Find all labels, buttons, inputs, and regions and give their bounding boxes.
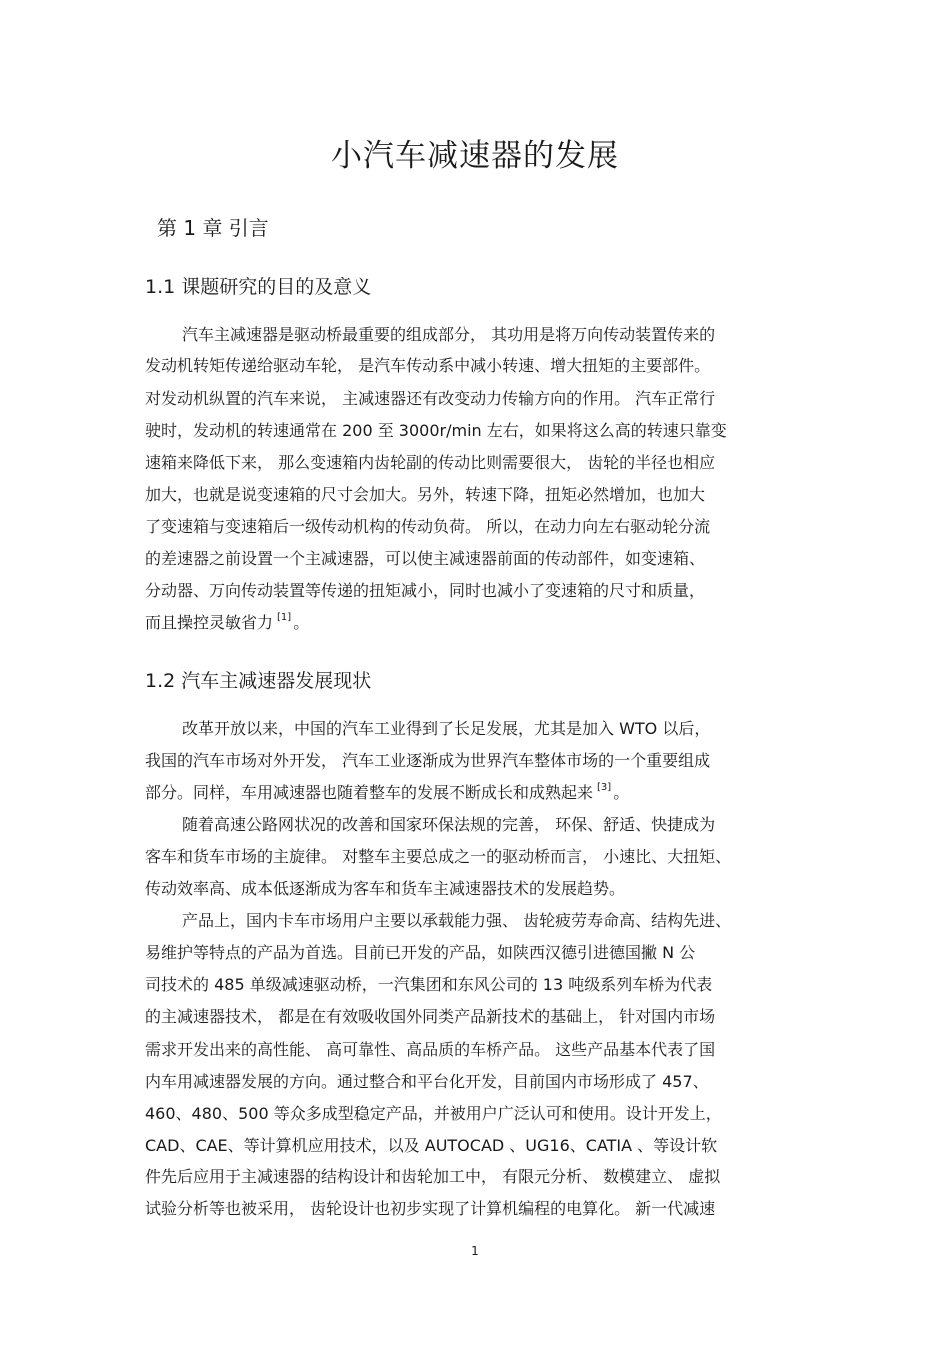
- paragraph-end: 。: [613, 783, 630, 802]
- paragraph-line: [145, 782, 629, 807]
- paragraph-line: [145, 612, 309, 637]
- paragraph-line: 速箱来降低下来， 那么变速箱内齿轮副的传动比则需要很大， 齿轮的半径也相应: [145, 453, 716, 472]
- paragraph-line: 驶时，发动机的转速通常在 200 至 3000r/min 左右，如果将这么高的转速只靠变: [145, 421, 727, 440]
- paragraph-line: 需求开发出来的高性能、 高可靠性、高品质的车桥产品。 这些产品基本代表了国: [145, 1040, 716, 1059]
- citation-ref[interactable]: [3]: [597, 782, 612, 793]
- paragraph-line: 随着高速公路网状况的改善和国家环保法规的完善， 环保、舒适、快捷成为: [182, 815, 716, 834]
- document-title: 小汽车减速器的发展: [331, 138, 619, 174]
- section-heading-1-2: 1.2 汽车主减速器发展现状: [145, 670, 372, 692]
- paragraph-end: 。: [293, 613, 310, 632]
- paragraph-line: 汽车主减速器是驱动桥最重要的组成部分， 其功用是将万向传动装置传来的: [182, 325, 716, 344]
- paragraph-line: 司技术的 485 单级减速驱动桥，一汽集团和东风公司的 13 吨级系列车桥为代表: [145, 975, 713, 994]
- paragraph-line: 改革开放以来，中国的汽车工业得到了长足发展，尤其是加入 WTO 以后，: [182, 719, 711, 738]
- paragraph-line: 传动效率高、成本低逐渐成为客车和货车主减速器技术的发展趋势。: [145, 879, 626, 898]
- paragraph-line: 件先后应用于主减速器的结构设计和齿轮加工中， 有限元分析、 数模建立、 虚拟: [145, 1167, 721, 1186]
- paragraph-line: CAD、CAE、等计算机应用技术，以及 AUTOCAD 、UG16、CATIA 、等设计软: [145, 1136, 718, 1155]
- paragraph-line: 了变速箱与变速箱后一级传动机构的传动负荷。 所以，在动力向左右驱动轮分流: [145, 517, 711, 536]
- section-heading-1-1: 1.1 课题研究的目的及意义: [145, 276, 372, 298]
- paragraph-line: 对发动机纵置的汽车来说， 主减速器还有改变动力传输方向的作用。 汽车正常行: [145, 389, 716, 408]
- paragraph-line: 客车和货车市场的主旋律。 对整车主要总成之一的驱动桥而言， 小速比、大扭矩、: [145, 847, 732, 866]
- page-number: 1: [471, 1244, 479, 1258]
- chapter-heading: 第 1 章 引言: [157, 216, 269, 240]
- paragraph-line: 内车用减速器发展的方向。通过整合和平台化开发，目前国内市场形成了 457、: [145, 1072, 709, 1091]
- paragraph-line: 加大，也就是说变速箱的尺寸会加大。另外，转速下降，扭矩必然增加，也加大: [145, 485, 706, 504]
- citation-ref[interactable]: [1]: [277, 612, 292, 623]
- paragraph-text: 部分。同样，车用减速器也随着整车的发展不断成长和成熟起来: [145, 783, 594, 802]
- paragraph-line: 分动器、万向传动装置等传递的扭矩减小，同时也减小了变速箱的尺寸和质量，: [145, 581, 706, 600]
- paragraph-line: 易维护等特点的产品为首选。目前已开发的产品，如陕西汉德引进德国撇 N 公: [145, 943, 696, 962]
- paragraph-line: 460、480、500 等众多成型稳定产品，并被用户广泛认可和使用。设计开发上，: [145, 1104, 722, 1123]
- paragraph-line: 试验分析等也被采用， 齿轮设计也初步实现了计算机编程的电算化。 新一代减速: [145, 1199, 716, 1218]
- paragraph-line: 产品上，国内卡车市场用户主要以承载能力强、 齿轮疲劳寿命高、结构先进、: [182, 911, 732, 930]
- paragraph-line: 的差速器之前设置一个主减速器，可以使主减速器前面的传动部件，如变速箱、: [145, 549, 706, 568]
- paragraph-line: 我国的汽车市场对外开发， 汽车工业逐渐成为世界汽车整体市场的一个重要组成: [145, 751, 711, 770]
- paragraph-line: 的主减速器技术， 都是在有效吸收国外同类产品新技术的基础上， 针对国内市场: [145, 1007, 716, 1026]
- paragraph-text: 而且操控灵敏省力: [145, 613, 274, 632]
- paragraph-line: 发动机转矩传递给驱动车轮， 是汽车传动系中减小转速、增大扭矩的主要部件。: [145, 356, 711, 375]
